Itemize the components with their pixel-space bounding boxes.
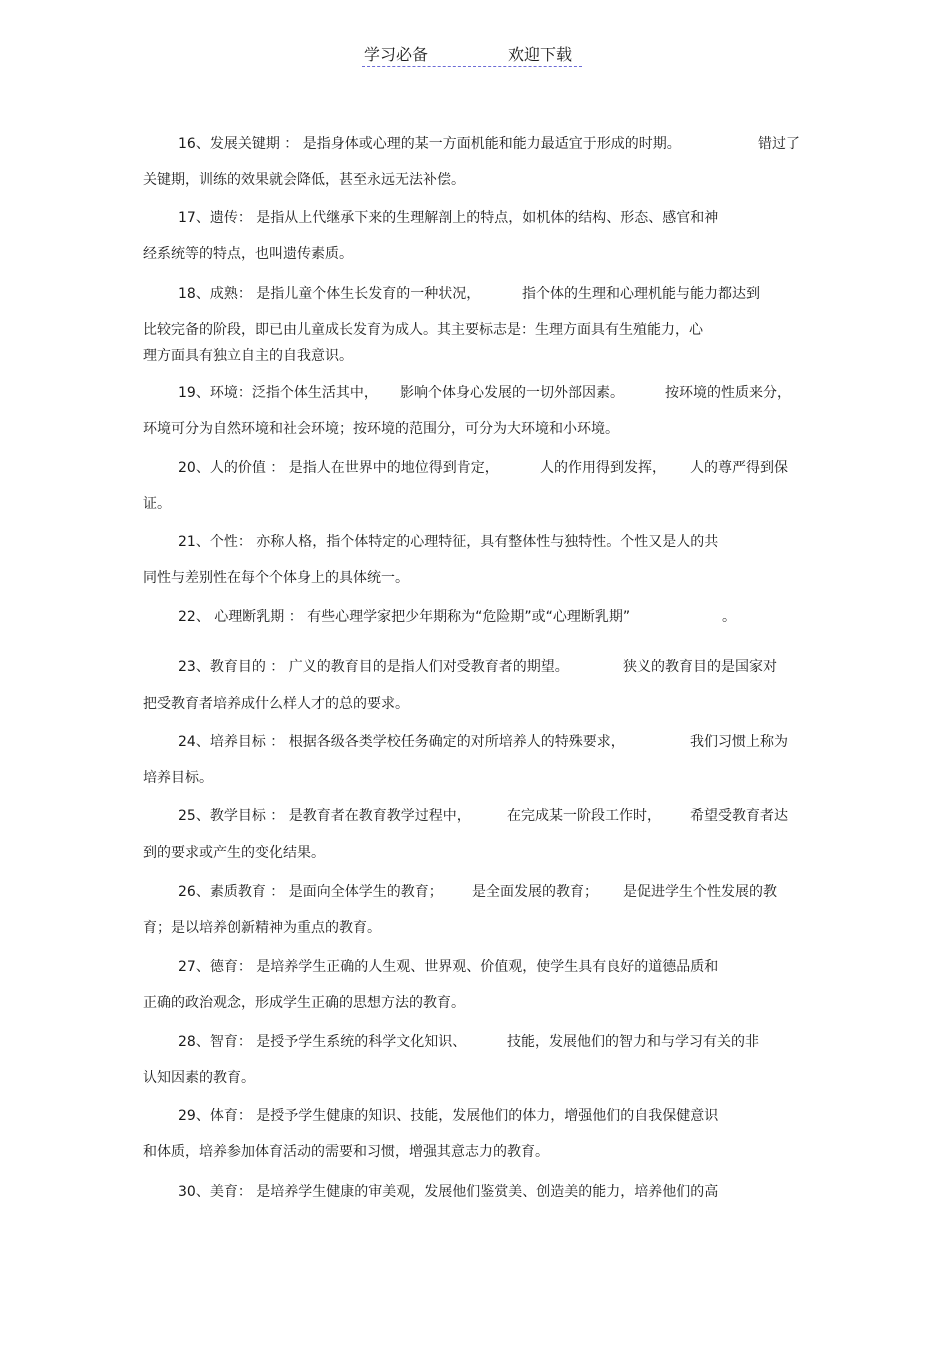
definition-text: 20、人的价值 ： 是指人在世界中的地位得到肯定， xyxy=(178,460,499,476)
definition-text: 19、环境：泛指个体生活其中， xyxy=(178,385,378,401)
definition-text: 影响个体身心发展的一切外部因素。 xyxy=(400,385,624,401)
definition-text: 证。 xyxy=(143,496,171,512)
definition-text: 28、智育： 是授予学生系统的科学文化知识、 xyxy=(178,1034,467,1050)
definition-text: 25、教学目标 ： 是教育者在教育教学过程中， xyxy=(178,808,471,824)
definition-text: 关键期，训练的效果就会降低，甚至永远无法补偿。 xyxy=(143,172,465,188)
definition-text: 17、遗传： 是指从上代继承下来的生理解剖上的特点，如机体的结构、形态、感官和神 xyxy=(178,210,719,226)
definition-text: 环境可分为自然环境和社会环境；按环境的范围分，可分为大环境和小环境。 xyxy=(143,421,619,437)
definition-text: 认知因素的教育。 xyxy=(143,1070,255,1086)
definition-text: 指个体的生理和心理机能与能力都达到 xyxy=(522,286,760,302)
definition-text: 21、个性： 亦称人格，指个体特定的心理特征，具有整体性与独特性。个性又是人的共 xyxy=(178,534,719,550)
definition-text: 16、发展关键期 ： 是指身体或心理的某一方面机能和能力最适宜于形成的时期。 xyxy=(178,136,681,152)
definition-text: 29、体育： 是授予学生健康的知识、技能，发展他们的体力，增强他们的自我保健意识 xyxy=(178,1108,719,1124)
definition-text: 技能，发展他们的智力和与学习有关的非 xyxy=(507,1034,759,1050)
definition-text: 育；是以培养创新精神为重点的教育。 xyxy=(143,920,381,936)
definition-text: 比较完备的阶段，即已由儿童成长发育为成人。其主要标志是：生理方面具有生殖能力，心 xyxy=(143,322,703,338)
header-right-text: 欢迎下载 xyxy=(508,45,573,64)
definition-text: 希望受教育者达 xyxy=(690,808,788,824)
definition-text: 18、成熟： 是指儿童个体生长发育的一种状况， xyxy=(178,286,481,302)
header-left-text: 学习必备 xyxy=(364,45,429,64)
definition-text: 培养目标。 xyxy=(143,770,213,786)
definition-text: 在完成某一阶段工作时， xyxy=(507,808,661,824)
definition-text: 人的尊严得到保 xyxy=(690,460,788,476)
definition-text: 经系统等的特点，也叫遗传素质。 xyxy=(143,246,353,262)
definition-text: 把受教育者培养成什么样人才的总的要求。 xyxy=(143,696,409,712)
definition-text: 和体质，培养参加体育活动的需要和习惯，增强其意志力的教育。 xyxy=(143,1144,549,1160)
page-header xyxy=(362,42,582,67)
definition-text: 理方面具有独立自主的自我意识。 xyxy=(143,348,353,364)
definition-text: 狭义的教育目的是国家对 xyxy=(623,659,777,675)
definition-text: 按环境的性质来分， xyxy=(665,385,791,401)
definition-text: 26、素质教育 ： 是面向全体学生的教育； xyxy=(178,884,443,900)
definition-text: 人的作用得到发挥， xyxy=(540,460,666,476)
definition-text: 23、教育目的 ： 广义的教育目的是指人们对受教育者的期望。 xyxy=(178,659,569,675)
definition-text: 30、美育： 是培养学生健康的审美观，发展他们鉴赏美、创造美的能力，培养他们的高 xyxy=(178,1184,719,1200)
definition-text: 是全面发展的教育； xyxy=(472,884,598,900)
definition-text: 是促进学生个性发展的教 xyxy=(623,884,777,900)
definition-text: 到的要求或产生的变化结果。 xyxy=(143,845,325,861)
definition-text: 正确的政治观念，形成学生正确的思想方法的教育。 xyxy=(143,995,465,1011)
definition-text: 。 xyxy=(722,609,736,625)
definition-text: 错过了 xyxy=(758,136,800,152)
definition-text: 我们习惯上称为 xyxy=(690,734,788,750)
definition-text: 27、德育： 是培养学生正确的人生观、世界观、价值观，使学生具有良好的道德品质和 xyxy=(178,959,719,975)
definition-text: 同性与差别性在每个个体身上的具体统一。 xyxy=(143,570,409,586)
definition-text: 24、培养目标 ： 根据各级各类学校任务确定的对所培养人的特殊要求， xyxy=(178,734,625,750)
definition-text: 22、 心理断乳期 ： 有些心理学家把少年期称为“危险期”或“心理断乳期” xyxy=(178,609,631,625)
